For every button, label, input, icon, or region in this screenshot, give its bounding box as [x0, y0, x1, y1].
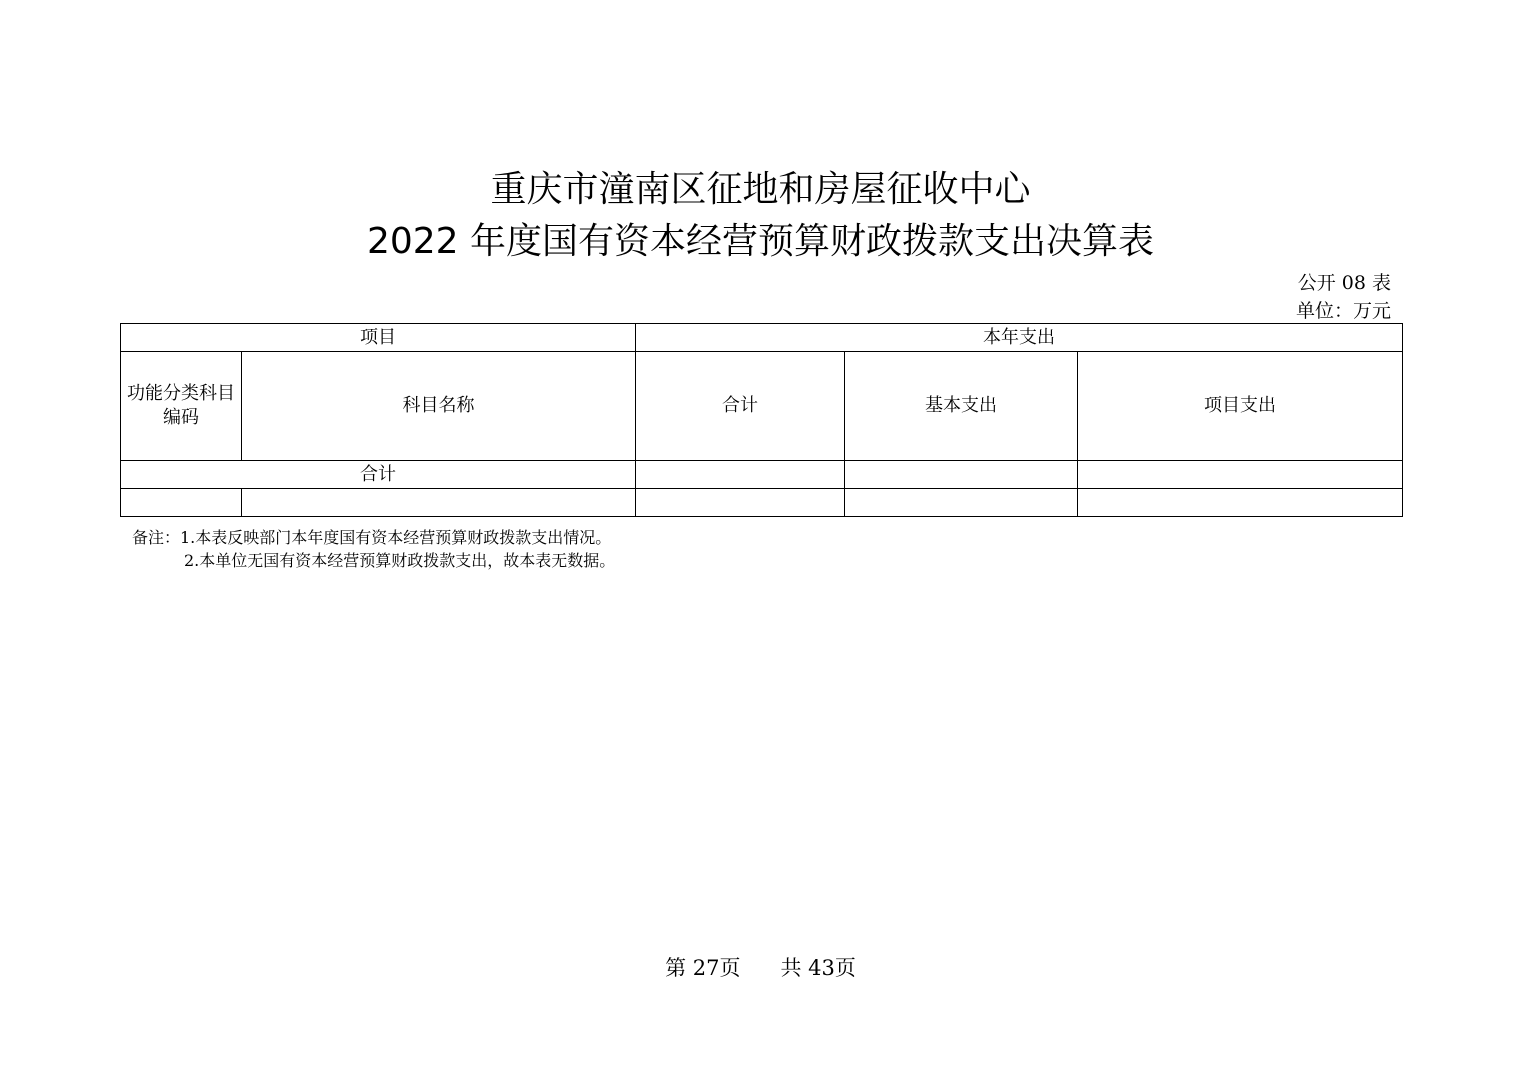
empty-cell — [242, 489, 636, 517]
title-line-1: 重庆市潼南区征地和房屋征收中心 — [490, 169, 1031, 210]
total-cell — [636, 461, 845, 489]
expenditure-table — [120, 323, 1403, 517]
col-project-header: 项目支出 — [1078, 352, 1403, 461]
table-row — [121, 489, 1403, 517]
title-line-2: 2022 年度国有资本经营预算财政拨款支出决算表 — [366, 221, 1155, 262]
col-total-header: 合计 — [636, 352, 845, 461]
table-header-row — [121, 324, 1403, 352]
page-total: 共 43页 — [780, 956, 856, 980]
empty-cell — [845, 489, 1078, 517]
project-total-cell — [1078, 461, 1403, 489]
empty-cell — [1078, 489, 1403, 517]
table-subheader-row — [121, 352, 1403, 461]
col-code-header: 功能分类科目编码 — [121, 352, 242, 461]
header-current-year: 本年支出 — [636, 324, 1403, 352]
note-line-1: 备注：1.本表反映部门本年度国有资本经营预算财政拨款支出情况。 — [132, 528, 612, 547]
note-line-2: 2.本单位无国有资本经营预算财政拨款支出，故本表无数据。 — [184, 551, 616, 570]
form-code: 公开 08 表 — [1297, 272, 1391, 294]
col-name-header: 科目名称 — [242, 352, 636, 461]
table-total-row — [121, 461, 1403, 489]
page-number: 第 27页 — [665, 956, 741, 980]
col-basic-header: 基本支出 — [845, 352, 1078, 461]
notes — [132, 526, 615, 572]
basic-total-cell — [845, 461, 1078, 489]
unit-label: 单位：万元 — [1295, 300, 1391, 322]
page-footer — [0, 952, 1521, 982]
total-row-label: 合计 — [121, 461, 636, 489]
empty-cell — [121, 489, 242, 517]
header-project: 项目 — [121, 324, 636, 352]
empty-cell — [636, 489, 845, 517]
